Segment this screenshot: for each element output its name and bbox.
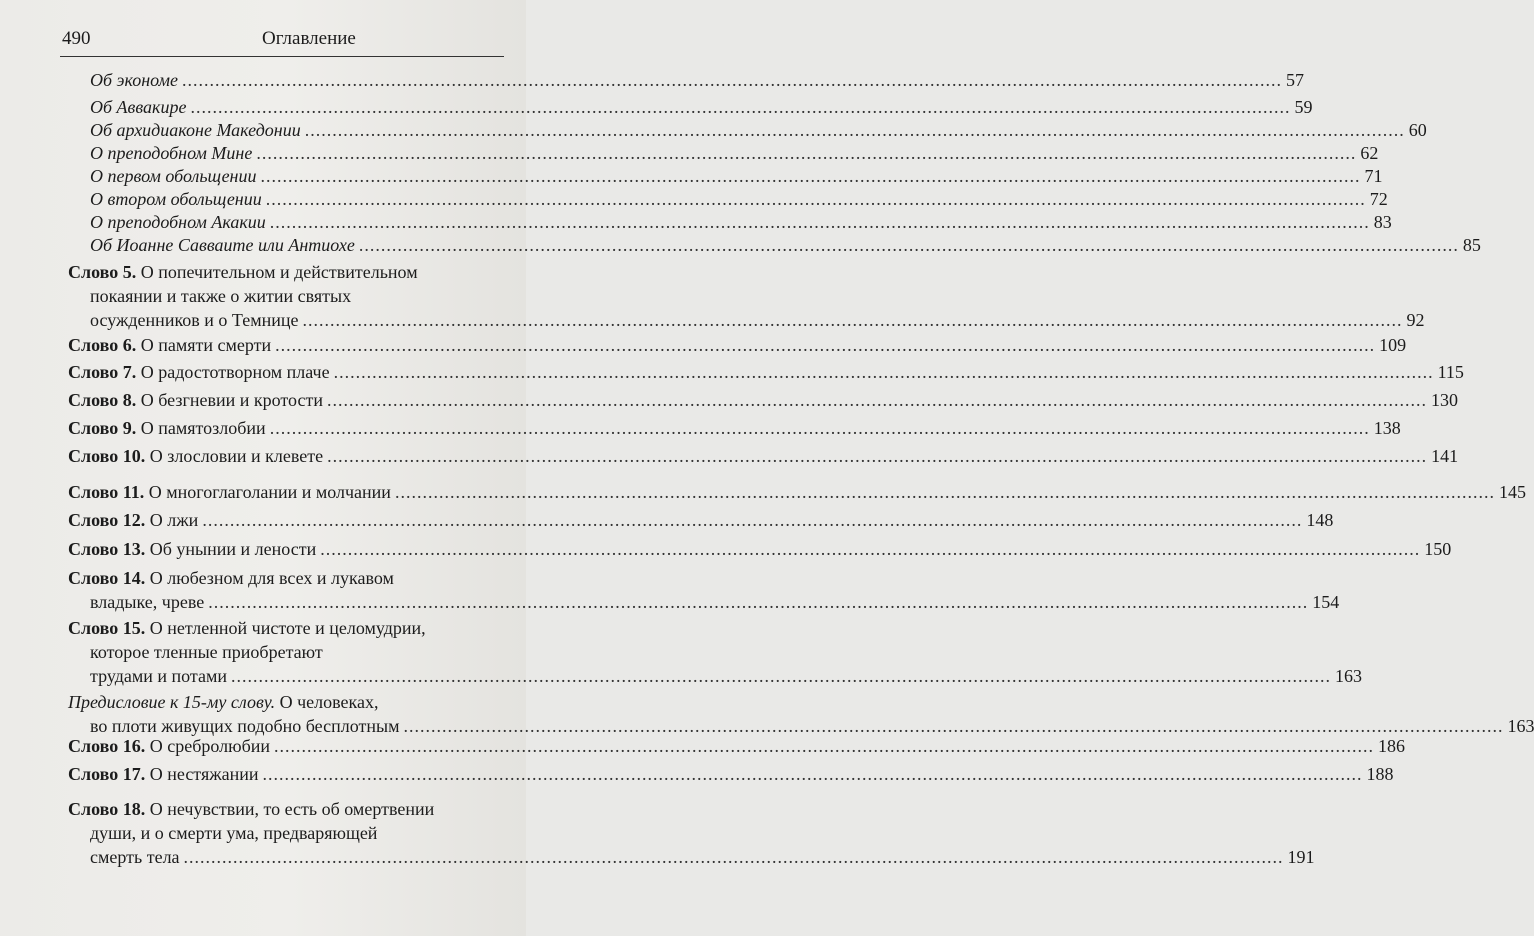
toc-entry-italic-title: Об экономе (90, 70, 178, 90)
toc-entry-line (90, 284, 488, 308)
chapter-label: Слово 13. (68, 539, 146, 559)
toc-entry-line (90, 590, 1340, 614)
toc-entry-text (68, 734, 270, 758)
toc-page-number: 154 (1312, 592, 1340, 612)
toc-page-number: 92 (1406, 310, 1425, 330)
toc-entry-text (68, 388, 323, 412)
chapter-label: Слово 5. (68, 262, 137, 282)
toc-entry-title: О любезном для всех и лукавом (145, 568, 394, 588)
toc-entry[interactable] (90, 210, 1392, 234)
toc-page-number: 71 (1364, 166, 1383, 186)
toc-entry-text (90, 286, 351, 306)
toc-entry[interactable] (68, 566, 1340, 614)
toc-entry-text (90, 642, 323, 662)
toc-page-number: 62 (1360, 143, 1379, 163)
toc-entry-italic-title: Об Аввакире (90, 97, 187, 117)
dot-leader: ........................................................................................................................................................................................................ (274, 736, 1375, 756)
toc-page-number: 115 (1437, 362, 1464, 382)
dot-leader: ........................................................................................................................................................................................................ (275, 335, 1376, 355)
toc-entry-text (68, 333, 271, 357)
toc-entry-title: трудами и потами (90, 666, 228, 686)
toc-entry-title: осужденников и о Темнице (90, 310, 299, 330)
toc-entry-title: смерть тела (90, 847, 180, 867)
toc-entry[interactable] (68, 416, 1401, 440)
toc-entry-title: О нестяжании (145, 764, 259, 784)
chapter-label: Слово 12. (68, 510, 146, 530)
dot-leader: ........................................................................................................................................................................................................ (265, 189, 1366, 209)
toc-entry-line (90, 118, 1427, 142)
toc-entry-title: О попечительном и действительном (136, 262, 418, 282)
chapter-label: Слово 16. (68, 736, 146, 756)
toc-entry-text (90, 308, 299, 332)
toc-entry-line (68, 797, 488, 821)
toc-entry-line (90, 210, 1392, 234)
toc-entry-line (90, 187, 1388, 211)
toc-entry-text (90, 823, 377, 843)
toc-entry[interactable] (90, 68, 1304, 92)
toc-entry-line (68, 333, 1407, 357)
toc-entry-text (90, 95, 186, 119)
toc-entry[interactable] (90, 233, 1481, 257)
toc-entry-title: О радостотворном плаче (136, 362, 330, 382)
toc-entry-line (68, 260, 488, 284)
toc-entry-text (90, 118, 301, 142)
toc-entry-line (90, 821, 488, 845)
running-title: Оглавление (262, 28, 356, 49)
toc-entry-title: владыке, чреве (90, 592, 205, 612)
toc-entry-title: О злословии и клевете (145, 446, 324, 466)
toc-entry-text (68, 480, 391, 504)
toc-entry-text (68, 762, 259, 786)
toc-entry-line (90, 845, 1315, 869)
dot-leader: ........................................................................................................................................................................................................ (358, 235, 1459, 255)
toc-entry-line (90, 68, 1304, 92)
dot-leader: ........................................................................................................................................................................................................ (327, 446, 1428, 466)
toc-entry-line (90, 308, 1425, 332)
toc-entry-line (68, 360, 1464, 384)
toc-entry[interactable] (68, 444, 1459, 468)
dot-leader: ........................................................................................................................................................................................................ (326, 390, 1427, 410)
toc-page-number: 163 (1335, 666, 1363, 686)
toc-entry-italic-title: О преподобном Мине (90, 143, 253, 163)
toc-entry-text (90, 233, 355, 257)
chapter-label: Слово 7. (68, 362, 137, 382)
toc-entry-line (68, 480, 1526, 504)
dot-leader: ........................................................................................................................................................................................................ (269, 212, 1370, 232)
dot-leader: ........................................................................................................................................................................................................ (202, 510, 1303, 530)
toc-entry-line (68, 762, 1394, 786)
page-number: 490 (62, 28, 91, 49)
dot-leader: ........................................................................................................................................................................................................ (190, 97, 1291, 117)
chapter-label: Слово 14. (68, 568, 146, 588)
toc-entry-line (90, 164, 1383, 188)
toc-entry-text (68, 444, 323, 468)
toc-entry-italic-title: О первом обольщении (90, 166, 257, 186)
toc-entry-title: души, и о смерти ума, предваряющей (90, 823, 378, 843)
toc-page-number: 145 (1498, 482, 1526, 502)
chapter-label: Слово 18. (68, 799, 146, 819)
toc-entry-line (68, 616, 488, 640)
toc-entry-text (68, 360, 330, 384)
toc-entry-text (90, 845, 180, 869)
toc-page-number: 163 (1507, 716, 1534, 736)
dot-leader: ........................................................................................................................................................................................................ (320, 539, 1421, 559)
toc-entry-line (68, 566, 488, 590)
toc-entry[interactable] (68, 690, 1534, 738)
toc-entry[interactable] (90, 187, 1388, 211)
chapter-label: Слово 10. (68, 446, 146, 466)
toc-entry[interactable] (90, 118, 1427, 142)
toc-entry[interactable] (68, 762, 1394, 786)
toc-entry[interactable] (68, 797, 1315, 869)
dot-leader: ........................................................................................................................................................................................................ (333, 362, 1434, 382)
toc-entry[interactable] (68, 537, 1452, 561)
dot-leader: ........................................................................................................................................................................................................ (181, 70, 1282, 90)
toc-entry-text (90, 164, 257, 188)
toc-entry[interactable] (68, 388, 1458, 412)
chapter-label: Слово 6. (68, 335, 137, 355)
toc-entry-line (68, 416, 1401, 440)
toc-entry-title: которое тленные приобретают (90, 642, 323, 662)
toc-entry-text (68, 416, 266, 440)
toc-entry[interactable] (68, 734, 1406, 758)
toc-page-number: 186 (1378, 736, 1406, 756)
dot-leader: ........................................................................................................................................................................................................ (269, 418, 1370, 438)
dot-leader: ........................................................................................................................................................................................................ (260, 166, 1361, 186)
toc-entry-text (68, 262, 418, 282)
toc-entry[interactable] (68, 333, 1407, 357)
toc-entry[interactable] (68, 480, 1526, 504)
toc-entry-line (90, 664, 1363, 688)
dot-leader: ........................................................................................................................................................................................................ (183, 847, 1284, 867)
dot-leader: ........................................................................................................................................................................................................ (256, 143, 1357, 163)
toc-entry-line (68, 690, 488, 714)
toc-entry-text (90, 68, 178, 92)
dot-leader: ........................................................................................................................................................................................................ (208, 592, 1309, 612)
dot-leader: ........................................................................................................................................................................................................ (394, 482, 1495, 502)
toc-page-number: 57 (1285, 70, 1304, 90)
toc-page-number: 141 (1431, 446, 1459, 466)
header-rule (60, 56, 504, 57)
toc-page-number: 59 (1294, 97, 1313, 117)
toc-entry-italic-title: Об Иоанне Савваите или Антиохе (90, 235, 355, 255)
toc-page-number: 85 (1462, 235, 1481, 255)
toc-entry-text (68, 799, 434, 819)
toc-entry-line (90, 95, 1313, 119)
toc-entry-title: О многоглаголании и молчании (144, 482, 391, 502)
toc-entry-title: О нетленной чистоте и целомудрии, (145, 618, 426, 638)
toc-entry-title: О памяти смерти (136, 335, 272, 355)
toc-page-number: 148 (1306, 510, 1334, 530)
toc-page-number: 188 (1366, 764, 1394, 784)
chapter-label: Слово 8. (68, 390, 137, 410)
toc-entry-text (90, 187, 262, 211)
toc-entry-italic-title: Об архидиаконе Македонии (90, 120, 301, 140)
toc-entry-title: Об унынии и лености (145, 539, 317, 559)
toc-page-number: 138 (1373, 418, 1401, 438)
toc-entry-italic-title: О втором обольщении (90, 189, 262, 209)
toc-entry-text (68, 618, 426, 638)
toc-page-number: 83 (1373, 212, 1392, 232)
dot-leader: ........................................................................................................................................................................................................ (262, 764, 1363, 784)
toc-entry[interactable] (68, 616, 1363, 688)
toc-entry-text (90, 210, 266, 234)
toc-entry[interactable] (68, 360, 1464, 384)
chapter-label: Слово 17. (68, 764, 146, 784)
toc-entry-italic-title: О преподобном Акакии (90, 212, 266, 232)
toc-entry-line (68, 444, 1459, 468)
toc-page-number: 150 (1424, 539, 1452, 559)
chapter-label: Слово 15. (68, 618, 146, 638)
toc-entry-line (68, 388, 1458, 412)
dot-leader: ........................................................................................................................................................................................................ (304, 120, 1405, 140)
toc-entry-text (90, 590, 204, 614)
toc-entry-text (90, 664, 227, 688)
toc-entry-text (90, 141, 252, 165)
toc-page-number: 109 (1379, 335, 1407, 355)
toc-entry-text (68, 692, 379, 712)
dot-leader: ........................................................................................................................................................................................................ (302, 310, 1403, 330)
toc-entry-title: О человеках, (275, 692, 379, 712)
toc-entry-title: во плоти живущих подобно бесплотным (90, 716, 400, 736)
page-header (62, 28, 502, 56)
toc-entry-line (68, 734, 1406, 758)
toc-entry-line (90, 141, 1379, 165)
toc-entry-text (68, 508, 198, 532)
toc-entry-text (68, 537, 316, 561)
toc-entry[interactable] (68, 260, 1425, 332)
toc-entry-line (90, 233, 1481, 257)
dot-leader: ........................................................................................................................................................................................................ (231, 666, 1332, 686)
toc-entry-title: покаянии и также о житии святых (90, 286, 352, 306)
toc-entry-title: О безгневии и кротости (136, 390, 323, 410)
chapter-label: Слово 11. (68, 482, 145, 502)
toc-entry[interactable] (68, 508, 1334, 532)
chapter-label: Слово 9. (68, 418, 137, 438)
toc-entry-title: О памятозлобии (136, 418, 266, 438)
toc-entry-title: О нечувствии, то есть об омертвении (145, 799, 435, 819)
toc-page-number: 191 (1287, 847, 1315, 867)
toc-entry-title: О лжи (145, 510, 199, 530)
toc-entry[interactable] (90, 164, 1383, 188)
toc-entry-line (68, 508, 1334, 532)
toc-entry-line (90, 640, 488, 664)
toc-entry-title: О сребролюбии (145, 736, 271, 756)
toc-entry-line (68, 537, 1452, 561)
toc-page-number: 130 (1430, 390, 1458, 410)
toc-entry-italic-title: Предисловие к 15-му слову. (68, 692, 276, 712)
toc-entry-text (68, 568, 394, 588)
toc-entry[interactable] (90, 95, 1313, 119)
dot-leader: ........................................................................................................................................................................................................ (403, 716, 1504, 736)
toc-page-number: 60 (1408, 120, 1427, 140)
toc-page-number: 72 (1369, 189, 1388, 209)
toc-entry[interactable] (90, 141, 1379, 165)
